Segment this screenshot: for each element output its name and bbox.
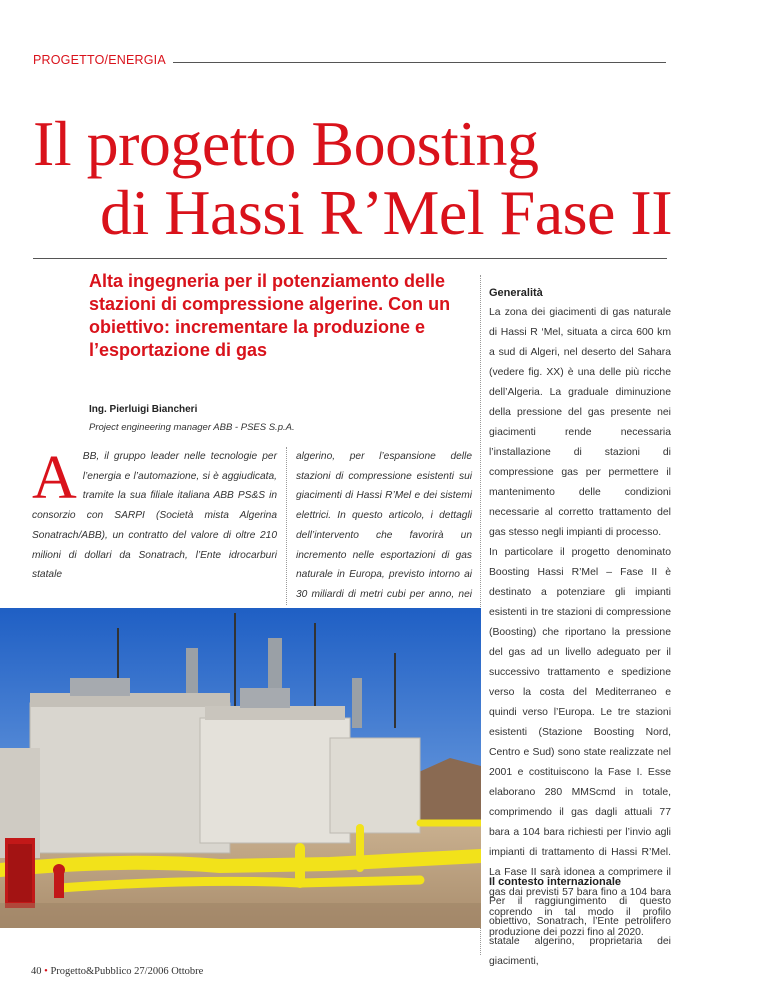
- section-generalita: [489, 283, 671, 943]
- publication-name: Progetto&Pubblico 27/2006 Ottobre: [50, 966, 204, 977]
- paragraph: In particolare il progetto denominato Boosting Hassi R’Mel – Fase II è destinato a potenziare gli impianti esistenti in tre stazioni di compressione (Boosting) che riportano la pressione del gas ad un livello adeguato per il successivo trattamento e spedizione verso la costa del Mediterraneo e quindi verso l’Europa. Le tre stazioni esistenti (Stazione Boosting Nord, Centro e Sud) sono state realizzate nel 2001 e costituiscono la Fase I. Esse elaborano 280 MMScmd in totale, comprimendo il gas dagli attuali 77 bara a 104 bara richiesti per l’invio agli impianti di trattamento di Hassi R’Mel. La Fase II sarà idonea a comprimere il gas dai previsti 57 bara fino a 104 bara coprendo in tal modo il profilo produzione dei pozzi fino al 2020.: [489, 547, 671, 938]
- article-title-line-2: di Hassi R’Mel Fase II: [100, 177, 673, 248]
- intro-text-1: BB, il gruppo leader nelle tecnologie per l’energia e l’automazione, si è aggiudicata, tramite la sua filiale italiana ABB PS&S in consorzio con SARPI (Società mista Algerina Sonatrach/ABB), un contratto del valore di oltre 210 milioni di dollari da Sonatrach, l’Ente idrocarburi statale: [32, 451, 277, 581]
- article-title-line-1: Il progetto Boosting: [33, 108, 539, 179]
- section-contesto-internazionale: [489, 872, 671, 972]
- drop-cap: A: [32, 444, 77, 512]
- page-number: 40: [31, 966, 42, 977]
- intro-column-2: algerino, per l’espansione delle stazioni di compressione esistenti sui giacimenti di Hassi R’Mel e dei sistemi elettrici. In questo articolo, i dettagli dell’intervento che favorirà un incremento nelle esportazioni di gas naturale in Europa, previsto intorno ai 30 miliardi di metri cubi per anno, nei: [296, 451, 472, 600]
- author-role: Project engineering manager ABB - PSES S.p.A.: [89, 422, 295, 433]
- paragraph: La zona dei giacimenti di gas naturale di Hassi R ‘Mel, situata a circa 600 km a sud di Algeri, nel deserto del Sahara (vedere fig. XX) è una delle più ricche dell’Algeria. La graduale diminuzione della pressione del gas presente nei giacimenti rende necessaria l’installazione di stazioni di compressione gas per permettere il mantenimento delle condizioni necessarie al corretto trattamento del gas stesso negli impianti di processo.: [489, 307, 671, 538]
- article-subtitle: Alta ingegneria per il potenziamento delle stazioni di compressione algerine. Con un obiettivo: incrementare la produzione e l’esportazione di gas: [89, 271, 451, 360]
- section-tag-rule: [173, 62, 666, 63]
- compressor-station-photo: [0, 608, 481, 928]
- title-rule: [33, 258, 667, 259]
- author-name: Ing. Pierluigi Biancheri: [89, 404, 198, 415]
- column-divider: [286, 447, 287, 605]
- paragraph: Per il raggiungimento di questo obiettivo, Sonatrach, l’Ente petrolifero statale algerino, proprietaria dei giacimenti,: [489, 896, 671, 967]
- intro-column-1: [32, 444, 277, 585]
- section-heading: Il contesto internazionale: [489, 876, 622, 888]
- section-tag: PROGETTO/ENERGIA: [33, 53, 166, 67]
- bullet-separator: •: [44, 966, 48, 977]
- section-heading: Generalità: [489, 287, 543, 299]
- page-folio: [31, 966, 203, 977]
